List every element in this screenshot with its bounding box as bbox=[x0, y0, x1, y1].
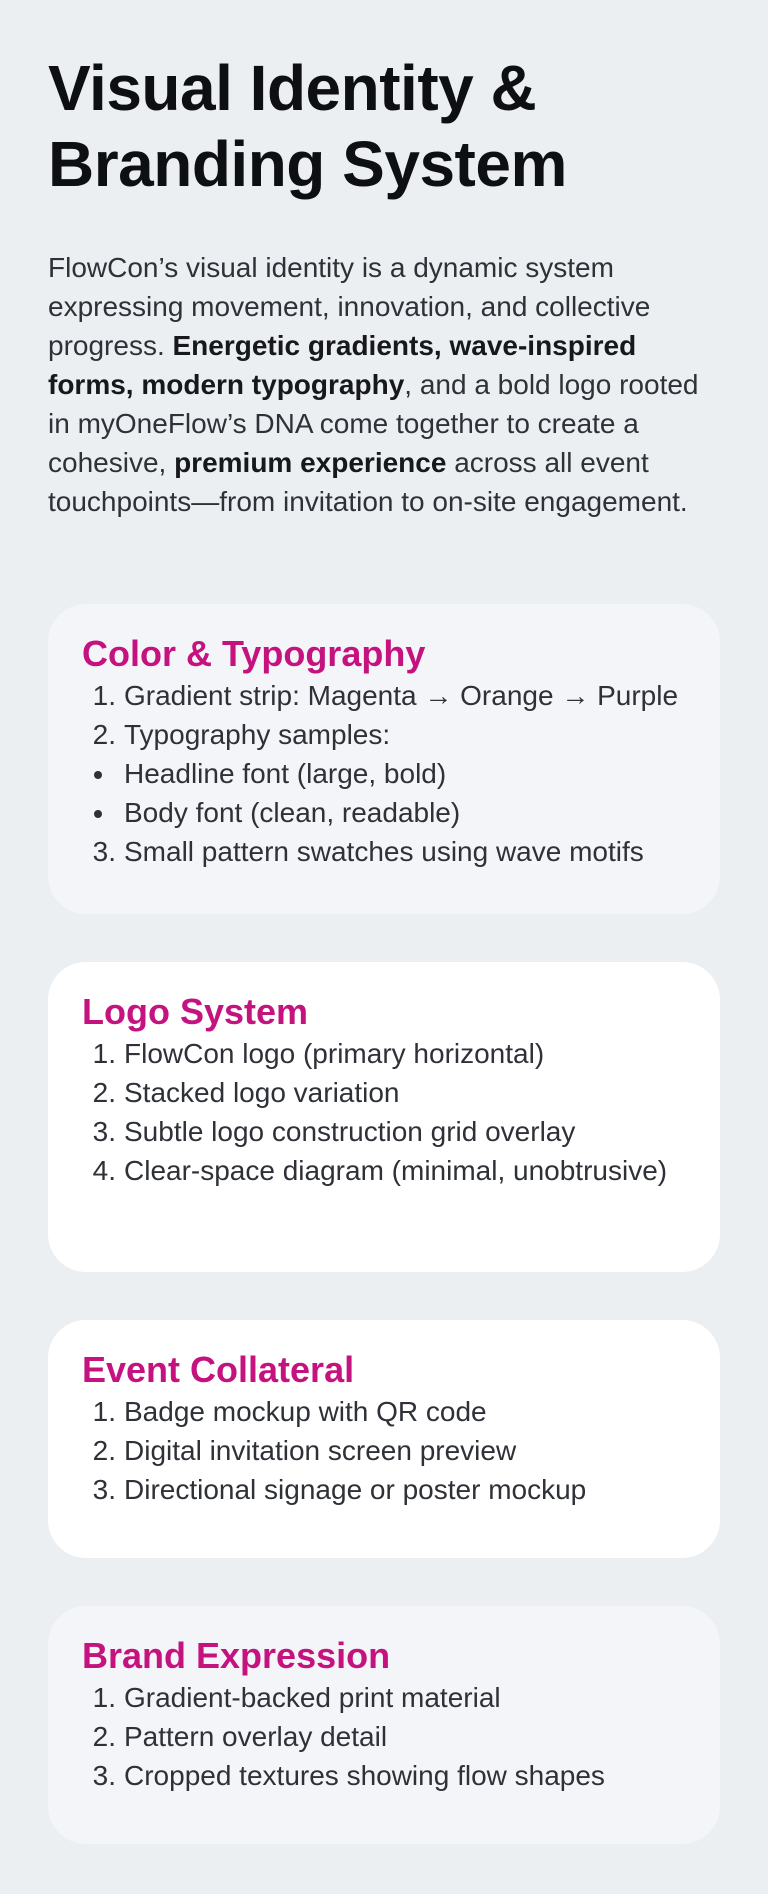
list-item-text: Small pattern swatches using wave motifs bbox=[124, 836, 644, 867]
list-item bbox=[82, 1034, 686, 1073]
list-item bbox=[82, 1112, 686, 1151]
event-collateral-card bbox=[48, 1320, 720, 1558]
list-number: 3. bbox=[92, 1760, 116, 1791]
intro-text-3: across all event touchpoints—from invitation to on-site engagement. bbox=[48, 447, 688, 517]
list-item-text: Stacked logo variation bbox=[124, 1077, 400, 1108]
intro-text-1: FlowCon’s visual identity is a dynamic system expressing movement, innovation, and collective progress. bbox=[48, 252, 651, 361]
color-typography-card bbox=[48, 604, 720, 914]
section-list bbox=[82, 1678, 686, 1795]
list-number: 2. bbox=[92, 719, 116, 750]
bullet-dot-icon bbox=[94, 771, 102, 779]
list-item-text: Subtle logo construction grid overlay bbox=[124, 1116, 576, 1147]
list-item-text: Body font (clean, readable) bbox=[124, 797, 461, 828]
list-item-text: Typography samples: bbox=[124, 719, 391, 750]
list-number: 4. bbox=[92, 1155, 116, 1186]
list-item-text: Headline font (large, bold) bbox=[124, 758, 447, 789]
logo-system-card bbox=[48, 962, 720, 1272]
section-list bbox=[82, 1034, 686, 1190]
list-number: 1. bbox=[92, 1682, 116, 1713]
list-item-text: Badge mockup with QR code bbox=[124, 1396, 487, 1427]
list-item-text: FlowCon logo (primary horizontal) bbox=[124, 1038, 545, 1069]
list-number: 3. bbox=[92, 1116, 116, 1147]
section-list bbox=[82, 676, 686, 871]
intro-paragraph bbox=[48, 248, 720, 521]
list-item-text: Clear-space diagram (minimal, unobtrusive) bbox=[124, 1155, 668, 1186]
section-heading: Event Collateral bbox=[82, 1349, 355, 1390]
list-item bbox=[82, 1431, 686, 1470]
list-number: 1. bbox=[92, 1038, 116, 1069]
list-item-text: Gradient-backed print material bbox=[124, 1682, 501, 1713]
list-item bbox=[82, 1151, 686, 1190]
intro-text-2: , and a bold logo rooted in myOneFlow’s DNA come together to create a cohesive, bbox=[48, 369, 699, 478]
list-item bbox=[82, 754, 686, 793]
list-number: 3. bbox=[92, 1474, 116, 1505]
list-number: 2. bbox=[92, 1435, 116, 1466]
list-item bbox=[82, 715, 686, 754]
list-item bbox=[82, 1073, 686, 1112]
intro-emphasis-1: Energetic gradients, wave-inspired forms, modern typography bbox=[48, 330, 637, 400]
bullet-dot-icon bbox=[94, 810, 102, 818]
list-item bbox=[82, 832, 686, 871]
list-item-text: Pattern overlay detail bbox=[124, 1721, 388, 1752]
section-heading: Logo System bbox=[82, 991, 309, 1032]
page-title: Visual Identity & Branding System bbox=[48, 52, 567, 200]
list-item bbox=[82, 1392, 686, 1431]
section-list bbox=[82, 1392, 686, 1509]
section-heading: Brand Expression bbox=[82, 1635, 391, 1676]
list-number: 2. bbox=[92, 1077, 116, 1108]
intro-emphasis-2: premium experience bbox=[174, 447, 447, 478]
list-item-text: Digital invitation screen preview bbox=[124, 1435, 517, 1466]
list-item bbox=[82, 676, 686, 715]
list-item bbox=[82, 1470, 686, 1509]
list-item-text: Gradient strip: Magenta → Orange → Purple bbox=[124, 680, 679, 711]
list-item bbox=[82, 1717, 686, 1756]
list-item bbox=[82, 1756, 686, 1795]
brand-expression-card bbox=[48, 1606, 720, 1844]
section-heading: Color & Typography bbox=[82, 633, 426, 674]
list-number: 1. bbox=[92, 1396, 116, 1427]
list-item bbox=[82, 793, 686, 832]
list-number: 3. bbox=[92, 836, 116, 867]
list-item bbox=[82, 1678, 686, 1717]
list-number: 1. bbox=[92, 680, 116, 711]
list-item-text: Cropped textures showing flow shapes bbox=[124, 1760, 605, 1791]
list-number: 2. bbox=[92, 1721, 116, 1752]
list-item-text: Directional signage or poster mockup bbox=[124, 1474, 587, 1505]
